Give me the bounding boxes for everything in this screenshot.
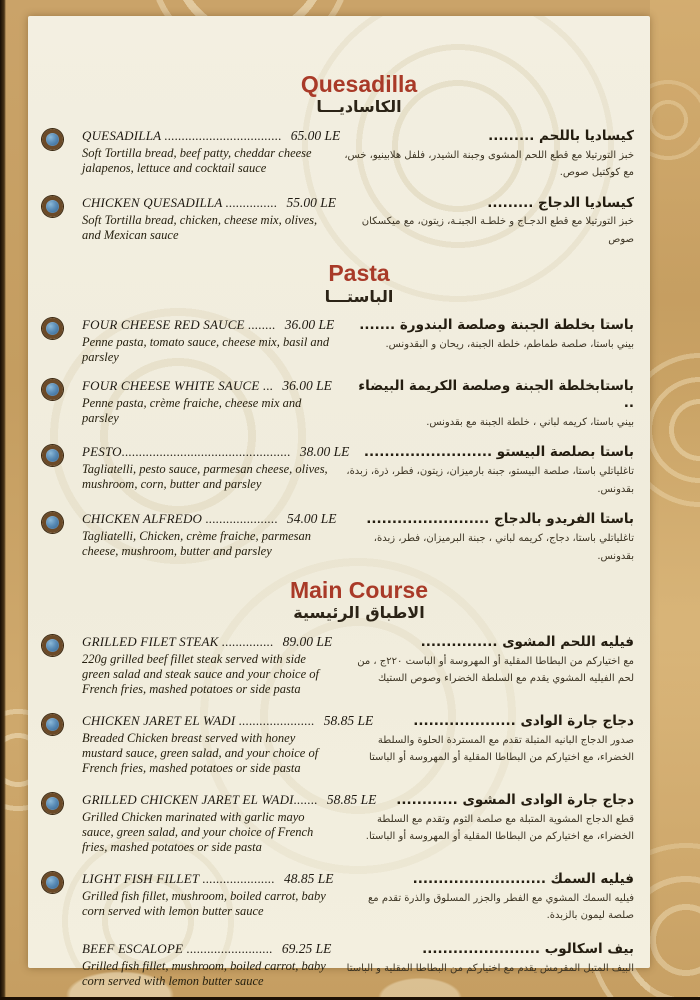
badge-column — [42, 792, 82, 814]
item-desc-en: Tagliatelli, pesto sauce, parmesan cheese, olives, mushroom, corn, butter and parsley — [82, 462, 328, 492]
item-desc-ar: تاغلياتلي باستا، دجاج، كريمه لباني ، جبنة البرميزان، فطر، زبدة، بقدونس. — [373, 533, 634, 562]
decorative-border-right — [650, 0, 700, 1000]
item-name-en: BEEF ESCALOPE ......................... — [82, 940, 273, 956]
item-english-block — [82, 128, 340, 176]
menu-item-row — [28, 317, 650, 365]
item-arabic-block — [340, 378, 634, 431]
item-price: 89.00 LE — [282, 633, 333, 649]
restaurant-logo-badge-icon — [42, 445, 63, 466]
menu-section-main-course — [28, 578, 650, 989]
section-items — [28, 317, 650, 565]
item-price: 58.85 LE — [323, 712, 374, 728]
item-arabic-block — [340, 128, 634, 182]
menu-item-row — [28, 128, 650, 182]
menu-item-row — [28, 444, 650, 498]
item-desc-ar: فيليه السمك المشوي مع الفطر والجزر المسلوق والذرة تقدم مع صلصة ليمون بالزبدة. — [367, 892, 634, 922]
item-name-en: FOUR CHEESE WHITE SAUCE ... — [82, 378, 274, 394]
item-name-line — [82, 128, 340, 144]
item-name-en: CHICKEN QUESADILLA ............... — [82, 194, 278, 210]
item-arabic-block — [340, 444, 634, 498]
item-name-line — [82, 317, 340, 333]
badge-column — [42, 634, 82, 656]
section-title-ar: الباستـــا — [324, 286, 394, 306]
item-name-ar: كيساديا الدجاج ......... — [487, 194, 634, 211]
menu-page-panel — [28, 16, 650, 988]
item-name-ar: باستابخلطة الجبنة وصلصة الكريمة البيضاء .. — [358, 378, 634, 412]
item-english-block — [82, 791, 377, 855]
menu-item-row — [28, 941, 650, 989]
item-name-en: LIGHT FISH FILLET ..................... — [82, 870, 275, 886]
menu-item-row — [28, 511, 650, 565]
restaurant-logo-badge-icon — [42, 714, 63, 735]
menu-item-row — [28, 378, 650, 431]
item-name-line — [82, 511, 340, 527]
item-name-line — [82, 195, 340, 211]
section-header-quesadilla — [48, 72, 670, 118]
item-name-line — [82, 634, 340, 650]
item-english-block — [82, 195, 340, 243]
badge-column — [42, 378, 82, 400]
section-header-main-course — [48, 578, 670, 624]
item-name-ar: باستا بصلصة البيستو ......................... — [363, 444, 634, 461]
section-title-en: Quesadilla — [300, 71, 418, 97]
item-name-line — [82, 712, 374, 729]
item-arabic-block — [340, 792, 634, 846]
item-desc-ar: خبز التورتيلا مع قطع الدجـاج و خلطـة الجبنـة، زيتون، مع ميكسكان صوص — [361, 216, 634, 245]
section-items — [28, 128, 650, 249]
section-title-en: Main Course — [289, 577, 429, 604]
item-price: 36.00 LE — [282, 378, 332, 394]
badge-column — [42, 871, 82, 893]
item-name-ar: باستا الفريدو بالدجاج ........................ — [366, 511, 634, 528]
item-english-block — [82, 712, 374, 776]
badge-column — [42, 444, 82, 466]
item-english-block — [82, 317, 340, 365]
restaurant-logo-badge-icon — [42, 129, 63, 150]
item-desc-ar: مع اختياركم من البطاطا المقلية أو المهروسة أو الباست ٢٢٠ج ، من لحم الفيليه المشوي يقدم مع السلطة الخضراء وصوص الستيك — [357, 655, 634, 685]
item-name-en: GRILLED FILET STEAK ............... — [82, 633, 274, 649]
item-desc-en: Grilled Chicken marinated with garlic mayo sauce, green salad, and your choice of French fries, mashed potatoes or side pasta — [82, 809, 314, 854]
item-name-ar: فيليه اللحم المشوى ............... — [420, 633, 634, 650]
item-desc-ar: خبز التورتيلا مع قطع اللحم المشوى وجبنة الشيدر، فلفل هلابينيو، خس، مع كوكتيل صوص. — [344, 149, 634, 179]
item-name-line — [82, 378, 340, 394]
item-name-en: PESTO................................................. — [82, 444, 291, 460]
item-name-en: GRILLED CHICKEN JARET EL WADI....... — [82, 791, 318, 807]
item-desc-en: Breaded Chicken breast served with honey mustard sauce, green salad, and your choice of French fries, mashed potatoes or side pasta — [82, 730, 319, 775]
item-price: 69.25 LE — [281, 940, 332, 956]
item-desc-en: Penne pasta, crème fraiche, cheese mix and parsley — [82, 396, 302, 426]
item-desc-ar: صدور الدجاج البانيه المتبلة تقدم مع المستردة الحلوة والسلطة الخضراء، مع اختياركم من البطاطا المقلية أو المهروسة أو الباستا — [368, 734, 634, 764]
item-english-block — [82, 634, 340, 697]
item-name-en: CHICKEN JARET EL WADI ...................... — [82, 712, 315, 728]
section-title-ar: الكاساديـــا — [316, 97, 402, 117]
item-name-ar: باستا بخلطة الجبنة وصلصة البندورة ....... — [359, 317, 634, 334]
item-price: 55.00 LE — [286, 194, 336, 210]
menu-item-row — [28, 871, 650, 925]
item-desc-ar: تاغلياتلي باستا، صلصة البيستو، جبنة بارميزان، زيتون، فطر، ذرة، زبدة، بقدونس. — [346, 466, 634, 495]
item-desc-en: Penne pasta, tomato sauce, cheese mix, basil and parsley — [82, 335, 330, 365]
item-arabic-block — [340, 871, 634, 925]
item-name-en: QUESADILLA .................................. — [82, 127, 282, 143]
restaurant-logo-badge-icon — [42, 196, 63, 217]
badge-column — [42, 941, 82, 942]
menu-item-row — [28, 792, 650, 855]
item-name-ar: دجاج جارة الوادى المشوى ............ — [396, 791, 634, 808]
menu-section-quesadilla — [28, 72, 650, 248]
section-header-pasta — [48, 261, 670, 307]
restaurant-logo-badge-icon — [42, 872, 63, 893]
item-price: 48.85 LE — [283, 870, 334, 886]
item-english-block — [82, 941, 340, 989]
restaurant-logo-badge-icon — [42, 379, 63, 400]
item-arabic-block — [340, 941, 634, 977]
item-name-ar: بيف اسكالوب ....................... — [422, 940, 634, 957]
item-arabic-block — [340, 317, 634, 353]
item-name-en: CHICKEN ALFREDO ..................... — [82, 511, 279, 527]
item-english-block — [82, 511, 340, 559]
item-price: 58.85 LE — [326, 791, 377, 807]
restaurant-logo-badge-icon — [42, 512, 63, 533]
item-desc-ar: بيني باستا، كريمه لباني ، خلطة الجبنة مع بقدونس. — [426, 416, 634, 428]
item-desc-en: Grilled fish fillet, mushroom, boiled carrot, baby corn served with lemon butter sauce — [82, 888, 326, 918]
section-title-ar: الاطباق الرئيسية — [293, 603, 425, 623]
item-price: 65.00 LE — [290, 127, 341, 143]
badge-column — [42, 317, 82, 339]
item-name-ar: فيليه السمك .......................... — [412, 870, 634, 887]
item-english-block — [82, 378, 340, 426]
item-english-block — [82, 871, 340, 919]
menu-section-pasta — [28, 261, 650, 565]
item-name-en: FOUR CHEESE RED SAUCE ........ — [82, 317, 276, 333]
section-title-en: Pasta — [328, 260, 390, 287]
restaurant-logo-badge-icon — [42, 635, 63, 656]
item-desc-en: Grilled fish fillet, mushroom, boiled carrot, baby corn served with lemon butter sauce — [82, 958, 326, 988]
item-desc-en: Tagliatelli, Chicken, crème fraiche, parmesan cheese, mushroom, butter and parsley — [82, 529, 312, 559]
badge-column — [42, 128, 82, 150]
menu-item-row — [28, 195, 650, 249]
section-items — [28, 634, 650, 989]
item-arabic-block — [340, 713, 634, 767]
item-desc-ar: بيني باستا، صلصة طماطم، خلطة الجبنة، ريحان و البقدونس. — [385, 339, 634, 351]
item-price: 54.00 LE — [287, 511, 337, 527]
badge-column — [42, 195, 82, 217]
item-arabic-block — [340, 511, 634, 565]
item-name-line — [82, 791, 377, 808]
item-desc-ar: البيف المتبل المقرمش يقدم مع اختياركم من البطاطا المقلية و الباستا — [346, 962, 634, 974]
item-arabic-block — [340, 195, 634, 249]
item-name-line — [82, 941, 340, 957]
scan-edge-left — [0, 0, 6, 1000]
item-desc-en: Soft Tortilla bread, chicken, cheese mix, olives, and Mexican sauce — [82, 212, 318, 242]
item-desc-en: 220g grilled beef fillet steak served with side green salad and steak sauce and your choice of French fries, mashed potatoes or side pasta — [82, 651, 319, 696]
menu-item-row — [28, 634, 650, 697]
badge-column — [42, 713, 82, 735]
menu-item-row — [28, 713, 650, 776]
item-name-line — [82, 444, 350, 460]
menu-content — [28, 72, 650, 989]
item-name-line — [82, 871, 340, 887]
item-price: 36.00 LE — [284, 317, 335, 333]
badge-column — [42, 511, 82, 533]
restaurant-logo-badge-icon — [42, 318, 63, 339]
item-name-ar: دجاج جارة الوادى .................... — [413, 712, 634, 729]
item-arabic-block — [340, 634, 634, 688]
restaurant-logo-badge-icon — [42, 793, 63, 814]
item-english-block — [82, 444, 350, 492]
item-price: 38.00 LE — [299, 444, 350, 460]
item-name-ar: كيساديا باللحم ......... — [488, 127, 634, 144]
item-desc-ar: قطع الدجاج المشوية المتبلة مع صلصة الثوم وتقدم مع السلطة الخضراء، مع اختياركم من البطاطا المقلية أو المهروسة أو الباستا. — [365, 813, 634, 843]
item-desc-en: Soft Tortilla bread, beef patty, cheddar cheese jalapenos, lettuce and cocktail sauce — [82, 145, 312, 175]
